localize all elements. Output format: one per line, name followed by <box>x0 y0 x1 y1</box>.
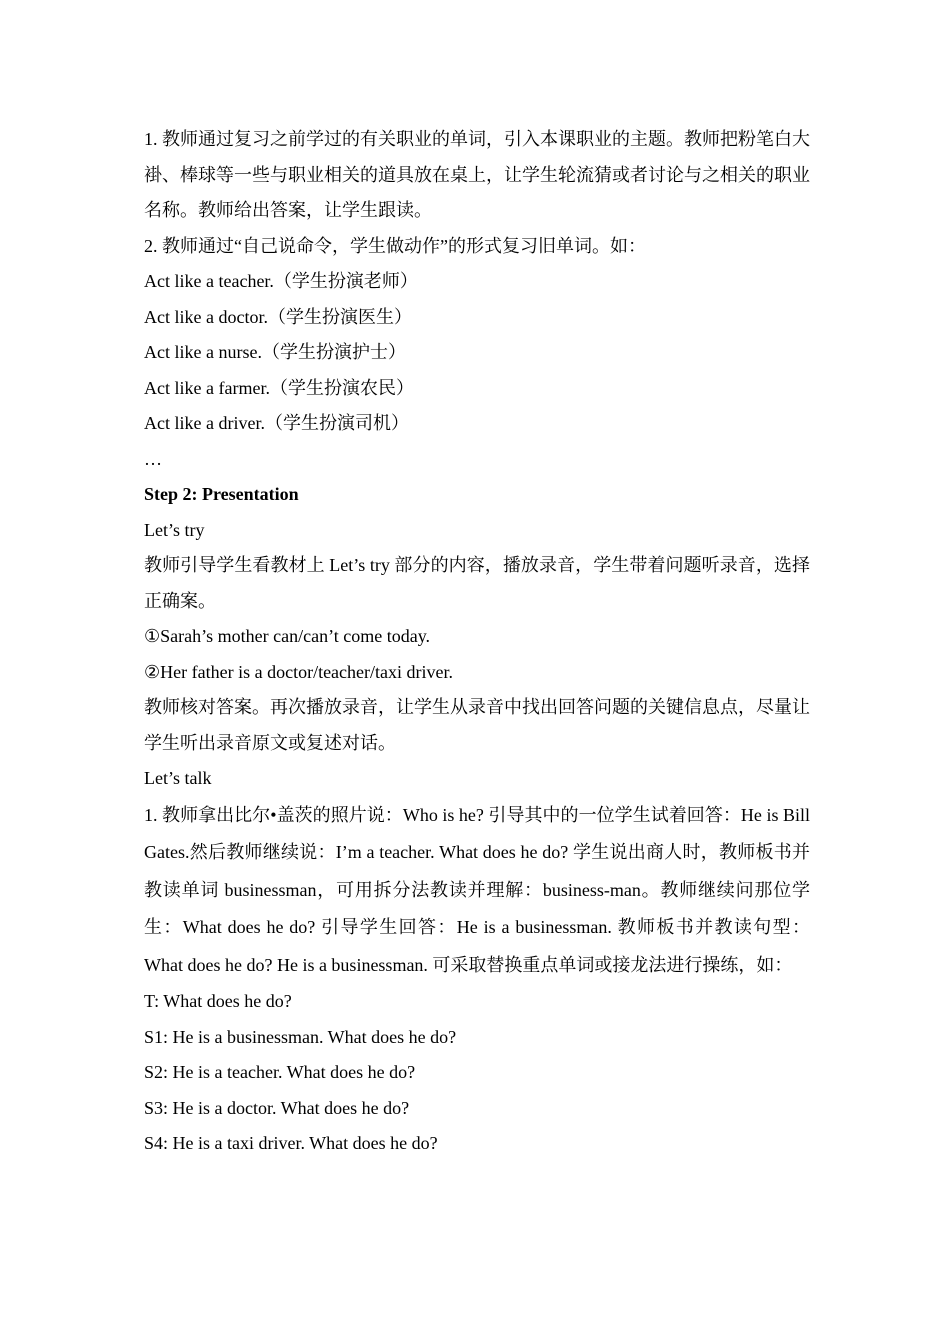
act-line: Act like a teacher.（学生扮演老师） <box>144 271 418 291</box>
step2-heading: Step 2: Presentation <box>144 484 299 504</box>
dialogue-line: S3: He is a doctor. What does he do? <box>144 1097 410 1118</box>
dialogue-line: T: What does he do? <box>144 991 292 1011</box>
intro-paragraph-2: 2. 教师通过“自己说命令，学生做动作”的形式复习旧单词。如： <box>144 235 646 256</box>
document-page <box>144 122 810 1162</box>
question-2: ②Her father is a doctor/teacher/taxi driver. <box>144 661 453 682</box>
intro-paragraph-1: 1. 教师通过复习之前学过的有关职业的单词，引入本课职业的主题。教师把粉笔白大褂、棒球等一些与职业相关的道具放在桌上，让学生轮流猜或者讨论与之相关的职业名称。教师给出答案，让学生跟读。 <box>144 129 810 220</box>
lets-talk-label: Let’s talk <box>144 768 212 788</box>
act-line: Act like a farmer.（学生扮演农民） <box>144 377 414 398</box>
question-1: ①Sarah’s mother can/can’t come today. <box>144 626 431 646</box>
check-paragraph: 教师核对答案。再次播放录音，让学生从录音中找出回答问题的关键信息点，尽量让学生听出录音原文或复述对话。 <box>144 697 810 753</box>
act-line: Act like a doctor.（学生扮演医生） <box>144 306 412 327</box>
dialogue-line: S1: He is a businessman. What does he do? <box>144 1026 457 1047</box>
dialogue-line: S2: He is a teacher. What does he do? <box>144 1062 416 1082</box>
dialogue-line: S4: He is a taxi driver. What does he do? <box>144 1133 438 1153</box>
act-line: Act like a nurse.（学生扮演护士） <box>144 342 406 362</box>
lets-try-paragraph: 教师引导学生看教材上 Let’s try 部分的内容，播放录音，学生带着问题听录音，选择正确案。 <box>144 555 810 611</box>
act-line: Act like a driver.（学生扮演司机） <box>144 413 409 433</box>
ellipsis: … <box>144 448 162 469</box>
lets-try-label: Let’s try <box>144 519 205 540</box>
talk-paragraph: 1. 教师拿出比尔•盖茨的照片说：Who is he? 引导其中的一位学生试着回答：He is Bill Gates.然后教师继续说：I’m a teacher. What does he do? 学生说出商人时，教师板书并教读单词 businessman，可用拆分法教读并理解：business-man。教师继续问那位学生：What does he do? 引导学生回答：He is a businessman. 教师板书并教读句型：What does he do? He is a businessman. 可采取替换重点单词或接龙法进行操练，如： <box>144 804 810 975</box>
